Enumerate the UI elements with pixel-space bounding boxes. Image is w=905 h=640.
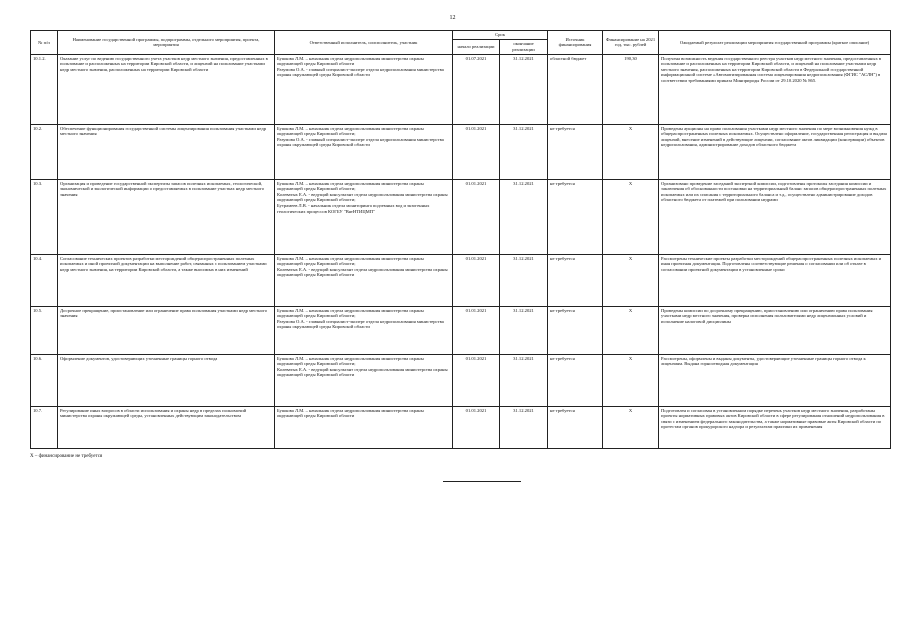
- header-result: Ожидаемый результат реализации мероприятия государственной программы (краткое описание): [659, 31, 891, 55]
- row-source: не требуется: [548, 124, 603, 179]
- row-name: Оказание услуг по ведению государственного учета участков недр местного значения, предоставленных в пользование и расположенных на территории Кировской области, и лицензий на пользование участками недр местного значения, расположенных на территории Кировской области: [58, 54, 275, 124]
- row-name: Регулирование иных вопросов в области использования и охраны недр в пределах полномочий министерства охраны окружающей среды, установленных действующим законодательством: [58, 406, 275, 448]
- header-end: окончание реализации: [500, 39, 548, 54]
- row-source: не требуется: [548, 254, 603, 306]
- row-source: не требуется: [548, 179, 603, 254]
- row-name: Согласование технических проектов разработки месторождений общераспространенных полезных ископаемых и иной проектной документации на выполнение работ, связанных с пользованием участками недр местного значения, на территории Кировской области, а также вносимых в них изменений: [58, 254, 275, 306]
- row-responsible: Бушкова Л.М. – начальник отдела недропользования министерства охраны окружающей среды Кировской области; Колеватых Е.А. - ведущий консультант отдела недропользования министерства охраны окружающей среды Кировской области: [275, 254, 453, 306]
- table-row: [31, 406, 891, 448]
- row-start-date: 01.01.2021: [453, 124, 500, 179]
- table-row: [31, 124, 891, 179]
- row-result: Рассмотрены технические проекты разработки месторождений общераспространенных полезных ископаемых и иная проектная документация. Подготовлены соответствующие решения о согласовании или об отказе в согласовании проектной документации в установленные сроки: [659, 254, 891, 306]
- row-responsible: Бушкова Л.М. – начальник отдела недропользования министерства охраны окружающей среды Кировской области; Колеватых Е.А. - ведущий консультант отдела недропользования министерства охраны окружающей среды Кировской области: [275, 354, 453, 406]
- row-financing: Х: [603, 179, 659, 254]
- row-financing: 190,30: [603, 54, 659, 124]
- row-source: областной бюджет: [548, 54, 603, 124]
- row-result: Организовано проведение заседаний экспертной комиссии, подготовлены протоколы заседания комиссии и заключения об обоснованности постановки на территориальный баланс запасов общераспространенных полезных ископаемых или их списания с территориального баланса и т.д., осуществлено администрирование доходов областного бюджета от платежей при пользовании недрами: [659, 179, 891, 254]
- row-financing: Х: [603, 306, 659, 354]
- program-table: [30, 30, 891, 449]
- row-name: Организация и проведение государственной экспертизы запасов полезных ископаемых, геологической, экономической и экологической информации о предоставляемых в пользование участках недр местного значения: [58, 179, 275, 254]
- row-end-date: 31.12.2021: [500, 54, 548, 124]
- table-row: [31, 254, 891, 306]
- header-responsible: Ответственный исполнитель, соисполнитель, участник: [275, 31, 453, 55]
- header-term: Срок: [453, 31, 548, 40]
- row-responsible: Бушкова Л.М. – начальник отдела недропользования министерства охраны окружающей среды Кировской области Разумова О.А. - главный специалист-эксперт отдела недропользования министерства охраны окружающей среды Кировской области: [275, 54, 453, 124]
- row-result: Проведены аукционы на право пользования участками недр местного значения по мере возникновения нужд в общераспространенных полезных ископаемых. Осуществлено оформление, государственная регистрация и выдача лицензий, внесение изменений в действующие лицензии, согласование актов ликвидации (консервации) объектов недропользования, администрирование доходов областного бюджета: [659, 124, 891, 179]
- page-number: 12: [449, 15, 456, 21]
- row-end-date: 31.12.2021: [500, 406, 548, 448]
- table-row: [31, 179, 891, 254]
- row-number: 10.1.2.: [31, 54, 58, 124]
- table-row: [31, 354, 891, 406]
- row-number: 10.4.: [31, 254, 58, 306]
- header-num: № п/п: [31, 31, 58, 55]
- row-source: не требуется: [548, 306, 603, 354]
- header-start: начало реализации: [453, 39, 500, 54]
- row-financing: Х: [603, 254, 659, 306]
- row-name: Оформление документов, удостоверяющих уточненные границы горного отвода: [58, 354, 275, 406]
- row-number: 10.6.: [31, 354, 58, 406]
- table-row: [31, 54, 891, 124]
- header-financing: Финансирование на 2021 год, тыс. рублей: [603, 31, 659, 55]
- footnote: Х – финансирование не требуется: [30, 454, 103, 459]
- row-responsible: Бушкова Л.М. – начальник отдела недропользования министерства охраны окружающей среды Кировской области; Разумова О.А. - главный специалист-эксперт отдела недропользования министерства охраны окружающей среды Кировской области: [275, 124, 453, 179]
- row-source: не требуется: [548, 406, 603, 448]
- row-name: Досрочное прекращение, приостановление или ограничение права пользования участками недр местного значения: [58, 306, 275, 354]
- row-number: 10.5.: [31, 306, 58, 354]
- row-result: Подготовлен и согласован в установленном порядке перечень участков недр местного значения, разработаны проекты нормативных правовых актов Кировской области в сфере регулирования отношений недропользования в связи с изменением федерального законодательства, а также нормативные правовые акты Кировской области по протестам органов прокурорского надзора и результатам практики их применения: [659, 406, 891, 448]
- row-end-date: 31.12.2021: [500, 179, 548, 254]
- row-start-date: 01.07.2021: [453, 54, 500, 124]
- row-financing: Х: [603, 354, 659, 406]
- table-row: [31, 306, 891, 354]
- divider-line: [443, 481, 521, 482]
- row-end-date: 31.12.2021: [500, 124, 548, 179]
- row-result: Получена возможность ведения государственного реестра участков недр местного значения, предоставленных в пользование и расположенных на территории Кировской области, и лицензий на пользование участками недр местного значения, расположенных на территории Кировской области в Федеральной государственной информационной системе «Автоматизированная система лицензирования недропользования (ФГИС "АСЛН") в соответствии требованиями приказа Минприроды России от 29.10.2020 № 865.: [659, 54, 891, 124]
- row-start-date: 01.01.2021: [453, 254, 500, 306]
- row-start-date: 01.01.2021: [453, 179, 500, 254]
- row-number: 10.3.: [31, 179, 58, 254]
- header-name: Наименование государственной программы, подпрограммы, отдельного мероприятия, проекта, мероприятия: [58, 31, 275, 55]
- row-result: Рассмотрены, оформлены и выданы документы, удостоверяющие уточненные границы горного отвода к лицензиям. Выдана горноотводная документация: [659, 354, 891, 406]
- row-financing: Х: [603, 406, 659, 448]
- row-result: Проведены комиссии по досрочному прекращению, приостановлению или ограничению права пользования участками недр местного значения, проверка исполнения пользователями недр лицензионных условий и исполнение налоговой дисциплины: [659, 306, 891, 354]
- row-start-date: 01.01.2021: [453, 306, 500, 354]
- row-source: не требуется: [548, 354, 603, 406]
- row-end-date: 31.12.2021: [500, 354, 548, 406]
- row-responsible: Бушкова Л.М. – начальник отдела недропользования министерства охраны окружающей среды Кировской области; Разумова О.А. - главный специалист-эксперт отдела недропользования министерства охраны окружающей среды Кировской области: [275, 306, 453, 354]
- row-number: 10.2.: [31, 124, 58, 179]
- row-name: Обеспечение функционирования государственной системы лицензирования пользования участками недр местного значения: [58, 124, 275, 179]
- row-number: 10.7.: [31, 406, 58, 448]
- row-financing: Х: [603, 124, 659, 179]
- row-end-date: 31.12.2021: [500, 306, 548, 354]
- row-start-date: 01.01.2021: [453, 354, 500, 406]
- header-source: Источник финансирования: [548, 31, 603, 55]
- row-responsible: Бушкова Л.М. – начальник отдела недропользования министерства охраны окружающей среды Кировской области: [275, 406, 453, 448]
- row-end-date: 31.12.2021: [500, 254, 548, 306]
- row-start-date: 01.01.2021: [453, 406, 500, 448]
- row-responsible: Бушкова Л.М. – начальник отдела недропользования министерства охраны окружающей среды Кировской области; Колеватых Е.А. - ведущий консультант отдела недропользования министерства охраны окружающей среды Кировской области; Бутрамеев Л.В. - начальник отдела мониторинга подземных вод и экзогенных геологических процессов КОГБУ "ВятНТИЦМП": [275, 179, 453, 254]
